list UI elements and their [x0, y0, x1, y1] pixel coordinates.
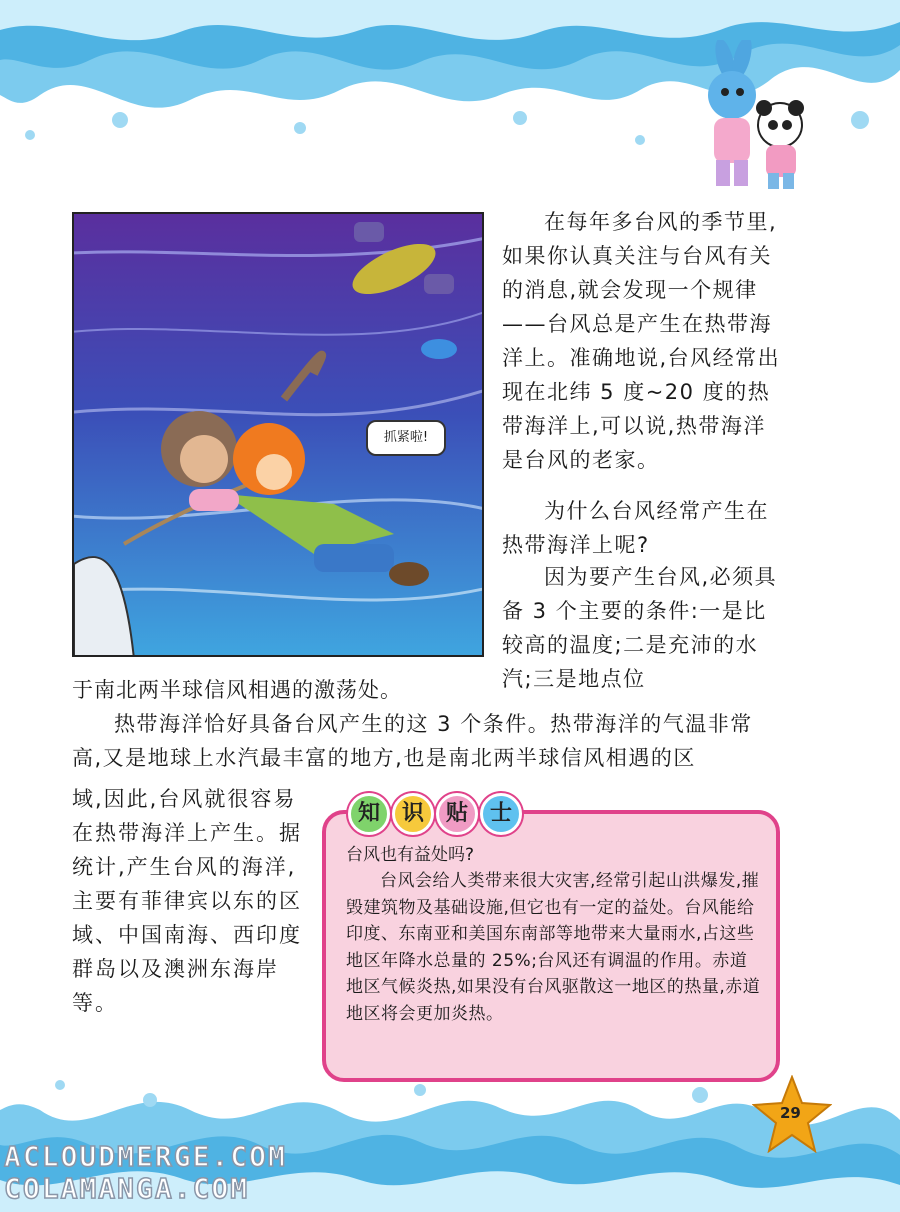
- paragraph-tropical-ocean: 热带海洋恰好具备台风产生的这 3 个条件。热带海洋的气温非常高,又是地球上水汽最丰富的地方,也是南北两半球信风相遇的区: [72, 712, 753, 770]
- mascot-characters-illustration: [680, 40, 820, 195]
- speech-bubble: 抓紧啦!: [366, 420, 446, 456]
- paragraph-three-conditions: 因为要产生台风,必须具备 3 个主要的条件:一是比较高的温度;二是充沛的水汽;三是地点位: [502, 565, 778, 691]
- tip-question: 台风也有益处吗?: [346, 845, 475, 865]
- watermark-text: COLAMANGA.COM: [4, 1172, 250, 1205]
- tip-body-text: 台风会给人类带来很大灾害,经常引起山洪爆发,摧毁建筑物及基础设施,但它也有一定的益处。台风能给印度、东南亚和美国东南部等地带来大量雨水,占这些地区年降水总量的 25%;台风还有调温的作用。赤道地区气候炎热,如果没有台风驱散这一地区的热量,赤道地区将会更加炎热。: [346, 871, 761, 1024]
- paragraph-statistics: 域,因此,台风就很容易在热带海洋上产生。据统计,产生台风的海洋,主要有菲律宾以东的区域、中国南海、西印度群岛以及澳洲东海岸等。: [72, 787, 302, 1015]
- tip-title-char: 贴: [436, 793, 478, 835]
- paragraph-why-question: 为什么台风经常产生在热带海洋上呢?: [502, 499, 769, 557]
- page-number: 29: [780, 1104, 801, 1122]
- tip-title-char: 知: [348, 793, 390, 835]
- tip-title-char: 士: [480, 793, 522, 835]
- paragraph-three-conditions-continued: 于南北两半球信风相遇的激荡处。: [72, 678, 402, 702]
- tip-title-char: 识: [392, 793, 434, 835]
- knowledge-tip-title: [348, 793, 522, 835]
- watermark-text: ACLOUDMERGE.COM: [4, 1140, 287, 1173]
- paragraph-typhoon-season: 在每年多台风的季节里,如果你认真关注与台风有关的消息,就会发现一个规律——台风总是产生在热带海洋上。准确地说,台风经常出现在北纬 5 度~20 度的热带海洋上,可以说,热带海洋是台风的老家。: [502, 210, 781, 472]
